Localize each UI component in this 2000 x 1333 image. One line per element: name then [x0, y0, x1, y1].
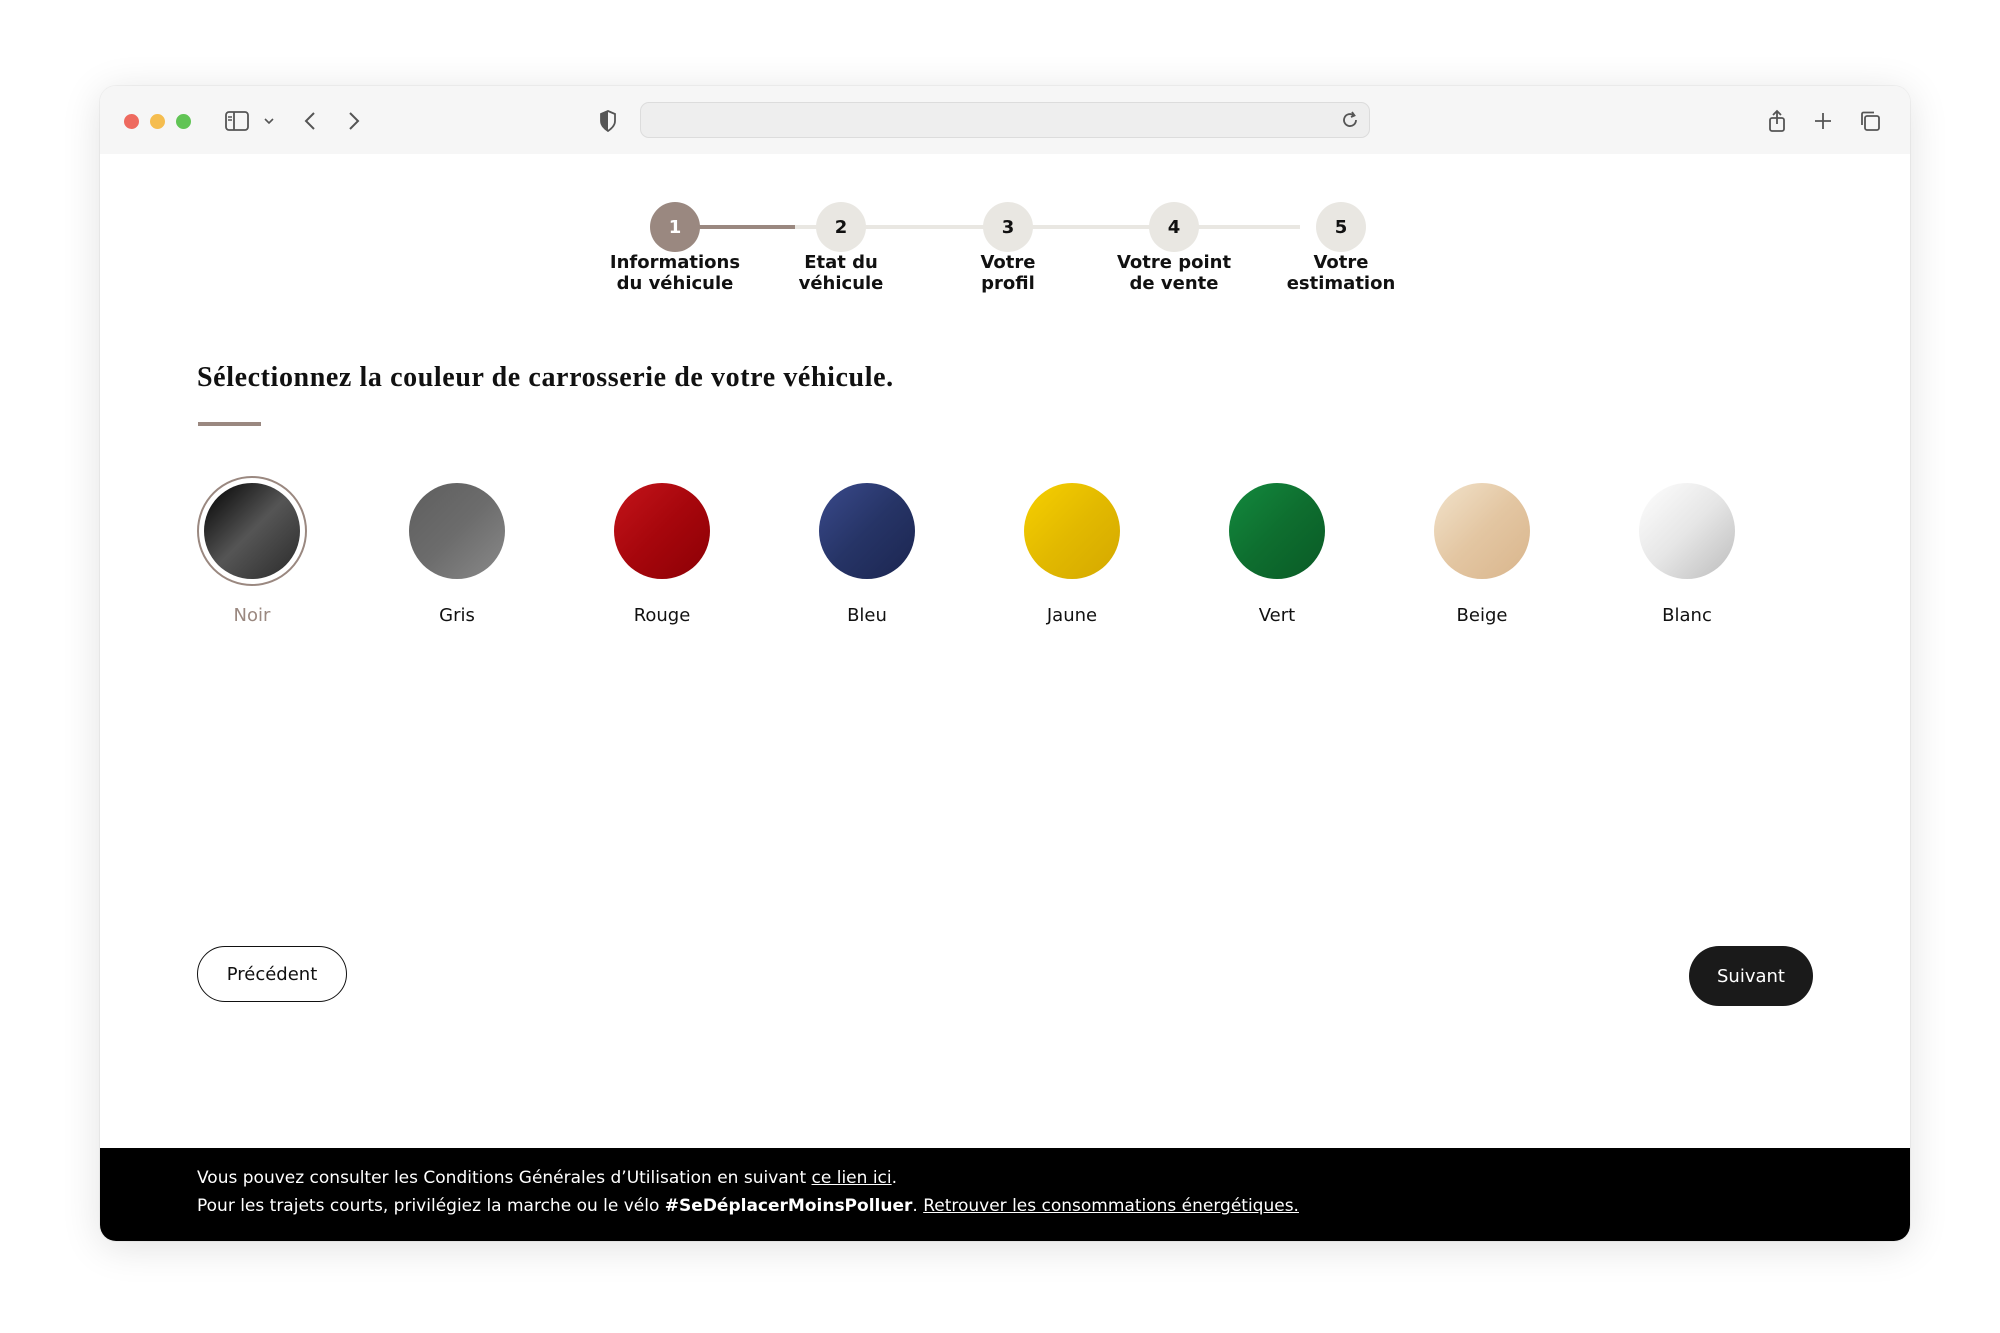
color-label-rouge: Rouge — [633, 605, 691, 626]
energy-consumption-link[interactable]: Retrouver les consommations énergétiques. — [923, 1196, 1299, 1216]
next-button[interactable]: Suivant — [1689, 946, 1813, 1006]
tab-overview-icon[interactable] — [1858, 106, 1882, 136]
step-1-label — [595, 252, 755, 294]
step-3-label-line2: profil — [981, 273, 1035, 294]
step-5-label — [1261, 252, 1421, 294]
color-swatch-gris — [409, 483, 505, 579]
close-window-button[interactable] — [124, 114, 139, 129]
color-label-bleu: Bleu — [847, 605, 887, 626]
color-label-noir: Noir — [233, 605, 271, 626]
step-2-label — [761, 252, 921, 294]
step-4-label — [1094, 252, 1254, 294]
color-option-beige[interactable] — [1427, 476, 1537, 626]
privacy-shield-icon[interactable] — [598, 106, 618, 136]
step-3-circle[interactable]: 3 — [983, 202, 1033, 252]
color-option-bleu[interactable] — [812, 476, 922, 626]
color-option-blanc[interactable] — [1632, 476, 1742, 626]
color-label-jaune: Jaune — [1046, 605, 1098, 626]
step-4-circle[interactable]: 4 — [1149, 202, 1199, 252]
step-4-label-line1: Votre point — [1116, 252, 1232, 273]
color-label-beige: Beige — [1456, 605, 1508, 626]
sidebar-toggle-icon[interactable] — [222, 106, 252, 136]
color-swatch-noir — [204, 483, 300, 579]
step-4-label-line2: de vente — [1129, 273, 1219, 294]
step-3-label — [928, 252, 1088, 294]
address-bar[interactable] — [640, 102, 1370, 138]
color-swatch-bleu — [819, 483, 915, 579]
footer — [100, 1148, 1910, 1241]
footer-terms-end: . — [891, 1168, 898, 1188]
step-1-circle[interactable]: 1 — [650, 202, 700, 252]
footer-eco-line — [197, 1196, 1299, 1216]
color-option-vert[interactable] — [1222, 476, 1332, 626]
forward-icon[interactable] — [344, 106, 364, 136]
color-swatch-rouge — [614, 483, 710, 579]
step-1-label-line2: du véhicule — [616, 273, 734, 294]
page-title: Sélectionnez la couleur de carrosserie de votre véhicule. — [197, 362, 894, 393]
new-tab-icon[interactable] — [1812, 106, 1834, 136]
back-icon[interactable] — [300, 106, 320, 136]
footer-terms-text: Vous pouvez consulter les Conditions Générales d’Utilisation en suivant — [197, 1168, 812, 1188]
terms-link[interactable]: ce lien ici — [811, 1168, 892, 1188]
color-option-noir[interactable] — [197, 476, 307, 626]
color-swatch-jaune — [1024, 483, 1120, 579]
footer-eco-text: Pour les trajets courts, privilégiez la marche ou le vélo — [197, 1196, 665, 1216]
color-option-jaune[interactable] — [1017, 476, 1127, 626]
color-swatch-vert — [1229, 483, 1325, 579]
title-underline — [198, 422, 261, 426]
color-swatch-beige — [1434, 483, 1530, 579]
share-icon[interactable] — [1766, 106, 1788, 136]
zoom-window-button[interactable] — [176, 114, 191, 129]
reload-icon[interactable] — [1341, 111, 1359, 134]
browser-window — [100, 86, 1910, 1241]
step-connector — [795, 225, 1300, 229]
color-label-vert: Vert — [1258, 605, 1296, 626]
footer-terms-line — [197, 1168, 897, 1188]
eco-hashtag: #SeDéplacerMoinsPolluer — [664, 1196, 913, 1216]
chevron-down-icon[interactable] — [262, 106, 276, 136]
step-1-label-line1: Informations — [609, 252, 741, 273]
color-label-gris: Gris — [439, 605, 475, 626]
step-2-label-line1: Etat du — [804, 252, 878, 273]
color-option-rouge[interactable] — [607, 476, 717, 626]
step-5-label-line1: Votre — [1313, 252, 1369, 273]
color-swatch-blanc — [1639, 483, 1735, 579]
step-3-label-line1: Votre — [980, 252, 1036, 273]
step-5-circle[interactable]: 5 — [1316, 202, 1366, 252]
footer-eco-separator: . — [912, 1196, 924, 1216]
color-label-blanc: Blanc — [1662, 605, 1712, 626]
previous-button[interactable]: Précédent — [197, 946, 347, 1002]
url-input[interactable] — [653, 107, 1307, 135]
minimize-window-button[interactable] — [150, 114, 165, 129]
browser-toolbar — [100, 86, 1910, 154]
step-2-circle[interactable]: 2 — [816, 202, 866, 252]
color-option-gris[interactable] — [402, 476, 512, 626]
step-5-label-line2: estimation — [1286, 273, 1396, 294]
step-2-label-line2: véhicule — [798, 273, 884, 294]
